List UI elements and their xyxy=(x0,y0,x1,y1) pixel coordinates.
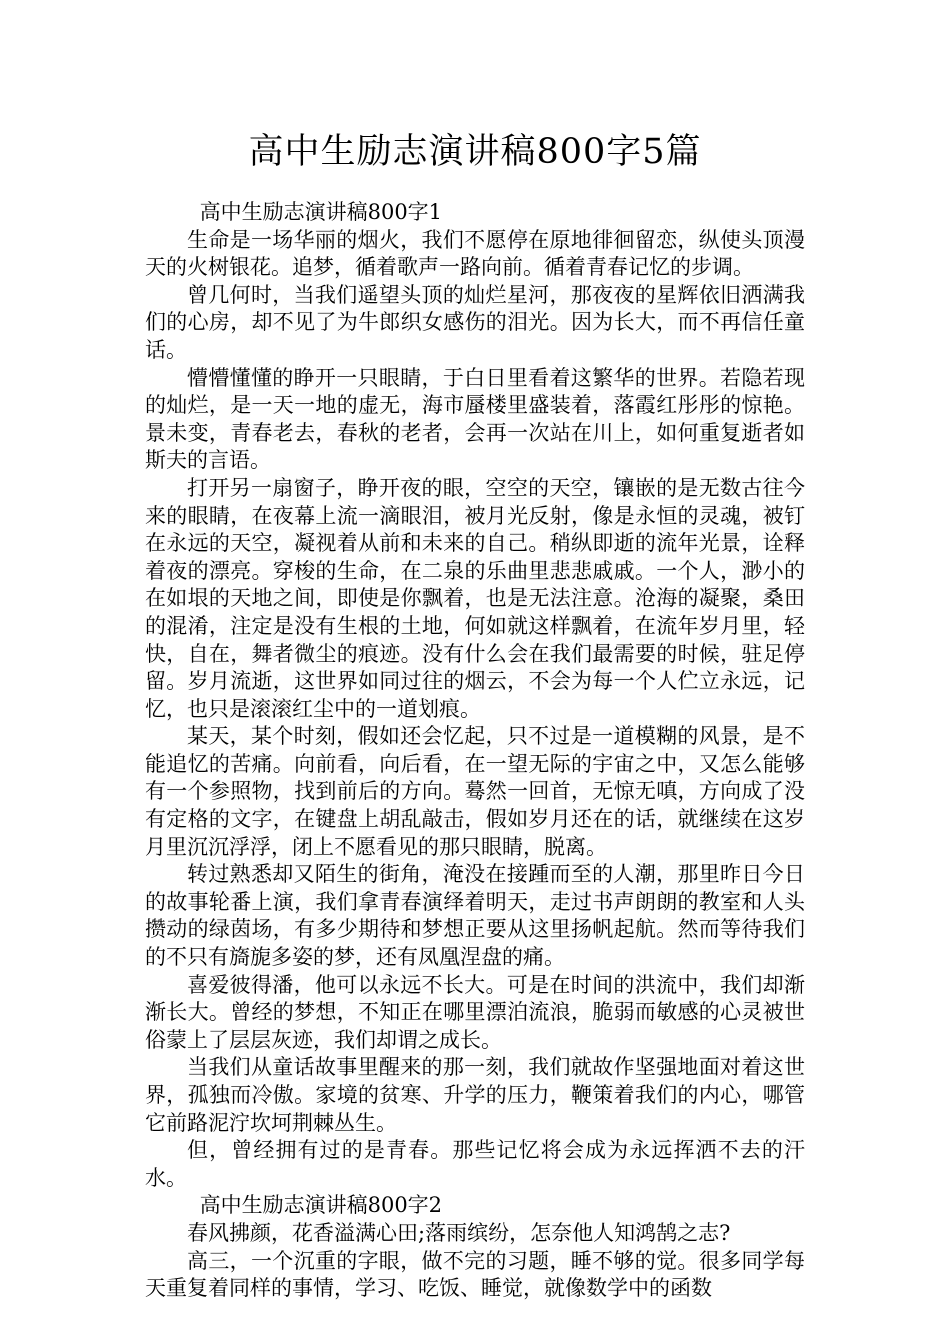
document-body xyxy=(145,199,805,1303)
paragraph: 生命是一场华丽的烟火，我们不愿停在原地徘徊留恋，纵使头顶漫天的火树银花。追梦，循着歌声一路向前。循着青春记忆的步调。 xyxy=(145,227,805,280)
paragraph: 春风拂颜，花香溢满心田;落雨缤纷，怎奈他人知鸿鹄之志? xyxy=(187,1220,731,1245)
section-heading: 高中生励志演讲稿800字1 xyxy=(199,200,443,224)
paragraph: 打开另一扇窗子，睁开夜的眼，空空的天空，镶嵌的是无数古往今来的眼睛，在夜幕上流一滴眼泪，被月光反射，像是永恒的灵魂，被钉在永远的天空，凝视着从前和未来的自己。稍纵即逝的流年光景，诠释着夜的漂亮。穿梭的生命，在二泉的乐曲里悲悲戚戚。一个人，渺小的在如垠的天地之间，即使是你飘着，也是无法注意。沧海的凝聚，桑田的混淆，注定是没有生根的土地，何如就这样飘着，在流年岁月里，轻快，自在，舞者微尘的痕迹。没有什么会在我们最需要的时候，驻足停留。岁月流逝，这世界如同过往的烟云，不会为每一个人伫立永远，记忆，也只是滚滚红尘中的一道划痕。 xyxy=(145,475,805,721)
paragraph: 曾几何时，当我们遥望头顶的灿烂星河，那夜夜的星辉依旧洒满我们的心房，却不见了为牛郎织女感伤的泪光。因为长大，而不再信任童话。 xyxy=(145,282,805,362)
paragraph: 懵懵懂懂的睁开一只眼睛，于白日里看着这繁华的世界。若隐若现的灿烂，是一天一地的虚无，海市蜃楼里盛装着，落霞红彤彤的惊艳。景未变，青春老去，春秋的老者，会再一次站在川上，如何重复逝者如斯夫的言语。 xyxy=(145,365,805,473)
paragraph: 高三，一个沉重的字眼，做不完的习题，睡不够的觉。很多同学每天重复着同样的事情，学习、吃饭、睡觉，就像数学中的函数 xyxy=(145,1248,805,1301)
paragraph: 当我们从童话故事里醒来的那一刻，我们就故作坚强地面对着这世界，孤独而冷傲。家境的贫寒、升学的压力，鞭策着我们的内心，哪管它前路泥泞坎坷荆棘丛生。 xyxy=(145,1055,805,1135)
document-title: 高中生励志演讲稿800字5篇 xyxy=(248,132,702,172)
paragraph: 但，曾经拥有过的是青春。那些记忆将会成为永远挥洒不去的汗水。 xyxy=(145,1138,805,1190)
paragraph: 某天，某个时刻，假如还会忆起，只不过是一道模糊的风景，是不能追忆的苦痛。向前看，向后看，在一望无际的宇宙之中，又怎么能够有一个参照物，找到前后的方向。蓦然一回首，无惊无嗔，方向成了没有定格的文字，在键盘上胡乱敲击，假如岁月还在的话，就继续在这岁月里沉沉浮浮，闭上不愿看见的那只眼睛，脱离。 xyxy=(145,724,805,859)
section-heading: 高中生励志演讲稿800字2 xyxy=(199,1193,443,1218)
paragraph: 喜爱彼得潘，他可以永远不长大。可是在时间的洪流中，我们却渐渐长大。曾经的梦想，不知正在哪里漂泊流浪，脆弱而敏感的心灵被世俗蒙上了层层灰迹，我们却谓之成长。 xyxy=(145,972,805,1052)
paragraph: 转过熟悉却又陌生的街角，淹没在接踵而至的人潮，那里昨日今日的故事轮番上演，我们拿青春演绎着明天，走过书声朗朗的教室和人头攒动的绿茵场，有多少期待和梦想正要从这里扬帆起航。然而等待我们的不只有旖旎多姿的梦，还有凤凰涅盘的痛。 xyxy=(145,862,805,970)
